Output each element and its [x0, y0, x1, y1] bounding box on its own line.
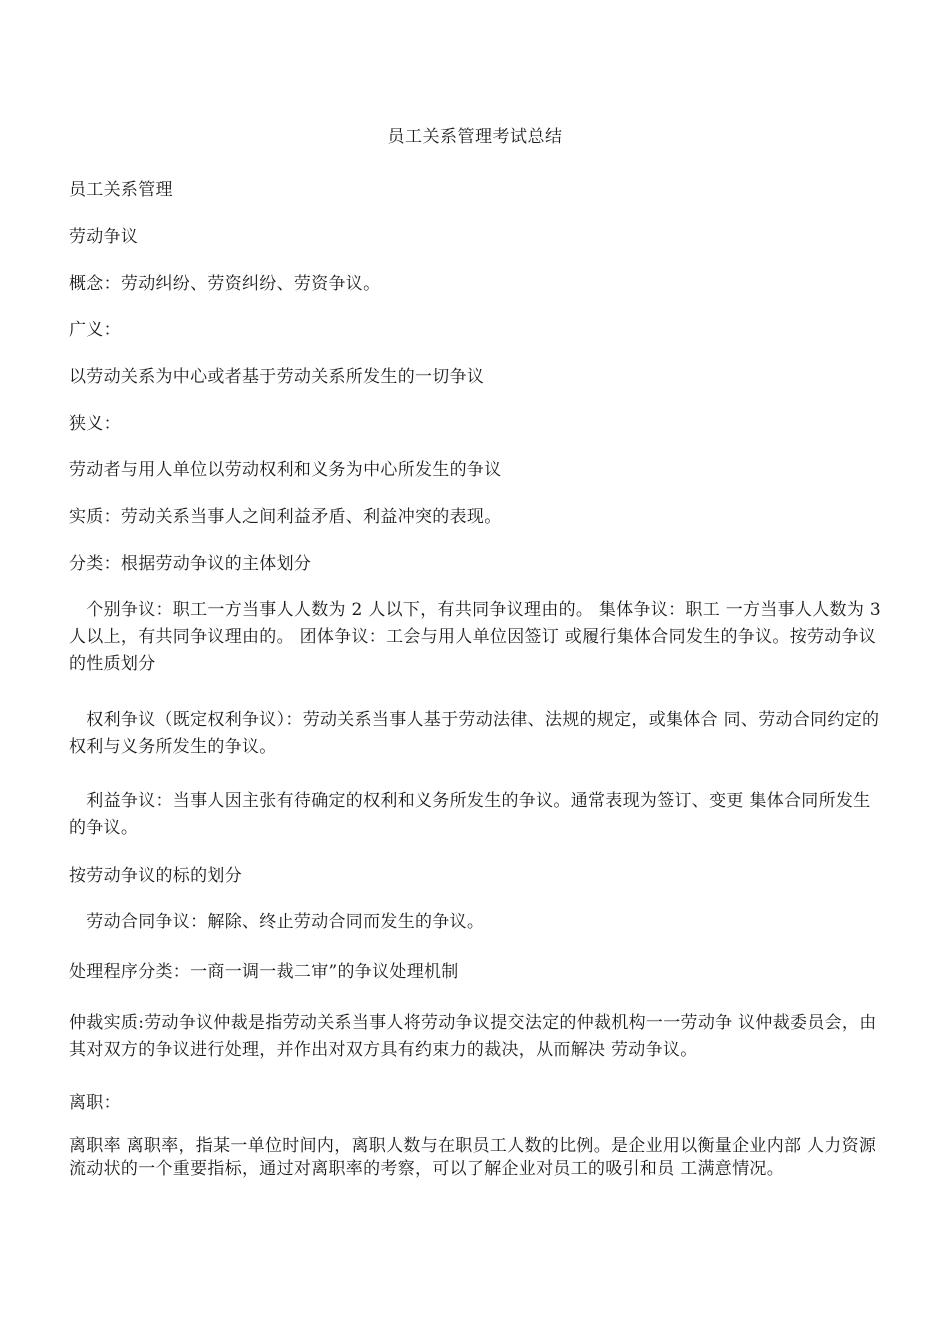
paragraph-arbitration: 仲裁实质:劳动争议仲裁是指劳动关系当事人将劳动争议提交法定的仲裁机构一一劳动争 议仲裁委员会，由其对双方的争议进行处理，并作出对双方具有约束力的裁决，从而解决 劳动争议。: [69, 1013, 877, 1060]
paragraph-narrow-label: 狭义：: [69, 414, 121, 434]
paragraph-by-subject-matter: 按劳动争议的标的划分: [69, 866, 242, 886]
paragraph-concept: 概念：劳动纠纷、劳资纠纷、劳资争议。: [69, 274, 381, 294]
paragraph-narrow-definition: 劳动者与用人单位以劳动权利和义务为中心所发生的争议: [69, 460, 502, 480]
paragraph-essence: 实质：劳动关系当事人之间利益矛盾、利益冲突的表现。: [69, 507, 502, 527]
paragraph-classification: 分类：根据劳动争议的主体划分: [69, 554, 312, 574]
paragraph-rights-dispute: 权利争议（既定权利争议）：劳动关系当事人基于劳动法律、法规的规定，或集体合 同、劳动合同约定的权利与义务所发生的争议。: [69, 710, 880, 757]
paragraph-turnover-rate: 离职率 离职率，指某一单位时间内，离职人数与在职员工人数的比例。是企业用以衡量企业内部 人力资源流动状的一个重要指标，通过对离职率的考察，可以了解企业对员工的吸引和员 工满意情况。: [69, 1136, 877, 1179]
document-title: 员工关系管理考试总结: [387, 127, 563, 147]
paragraph-broad-definition: 以劳动关系为中心或者基于劳动关系所发生的一切争议: [69, 367, 485, 387]
paragraph-procedure: 处理程序分类：一商一调一裁二审”的争议处理机制: [69, 962, 459, 982]
section-heading-labor-dispute: 劳动争议: [69, 227, 139, 247]
paragraph-contract-dispute: 劳动合同争议：解除、终止劳动合同而发生的争议。: [69, 912, 485, 932]
section-heading-employee-relations: 员工关系管理: [69, 180, 173, 200]
paragraph-dispute-types-by-subject: 个别争议：职工一方当事人人数为 2 人以下，有共同争议理由的。 集体争议：职工 一方当事人人数为 3 人以上，有共同争议理由的。 团体争议：工会与用人单位因签订 或履行集体合同发生的争议。按劳动争议的性质划分: [69, 600, 881, 674]
paragraph-interest-dispute: 利益争议：当事人因主张有待确定的权利和义务所发生的争议。通常表现为签订、变更 集体合同所发生的争议。: [69, 791, 871, 838]
section-heading-resignation: 离职：: [69, 1093, 121, 1113]
paragraph-broad-label: 广义：: [69, 320, 121, 340]
